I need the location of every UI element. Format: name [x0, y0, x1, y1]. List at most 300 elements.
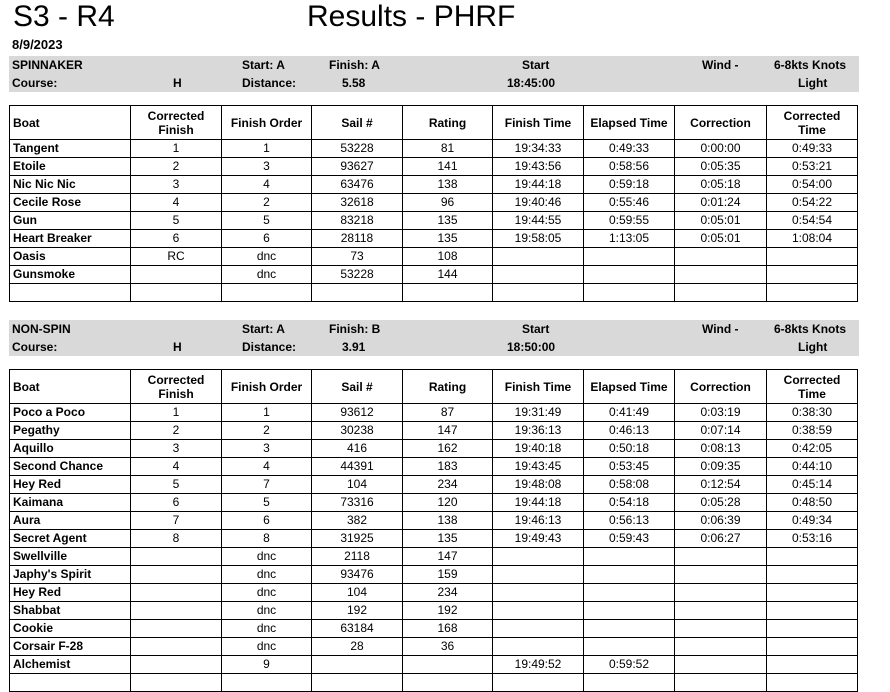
finish-time-cell [493, 638, 584, 656]
corrected-finish-cell [131, 566, 222, 584]
corrected-finish-cell [131, 584, 222, 602]
elapsed-time-cell: 0:55:46 [584, 194, 675, 212]
corrected-time-cell [767, 248, 858, 266]
wind-label: Wind - [702, 322, 739, 336]
sail-number-cell: 104 [312, 584, 403, 602]
finish-time-cell: 19:49:43 [493, 530, 584, 548]
table-row [10, 584, 858, 602]
table-row [10, 476, 858, 494]
col-header-corrected-time: Corrected Time [767, 370, 858, 404]
corrected-time-cell: 1:08:04 [767, 230, 858, 248]
boat-name-cell: Gunsmoke [10, 266, 131, 284]
corrected-time-cell: 0:45:14 [767, 476, 858, 494]
rating-cell: 135 [403, 212, 493, 230]
wind-value: 6-8kts Knots [774, 322, 847, 336]
correction-cell [675, 584, 767, 602]
corrected-time-cell: 0:38:59 [767, 422, 858, 440]
finish-time-cell [493, 566, 584, 584]
boat-name-cell: Swellville [10, 548, 131, 566]
correction-cell [675, 602, 767, 620]
elapsed-time-cell: 0:58:56 [584, 158, 675, 176]
boat-name-cell: Kaimana [10, 494, 131, 512]
finish-line-label: Finish: B [329, 322, 381, 336]
rating-cell [403, 284, 493, 302]
sail-number-cell: 83218 [312, 212, 403, 230]
start-time-label: Start [522, 322, 550, 336]
rating-cell: 162 [403, 440, 493, 458]
finish-time-cell: 19:34:33 [493, 140, 584, 158]
table-header-row [10, 370, 858, 404]
finish-order-cell: 2 [222, 422, 312, 440]
finish-line-label: Finish: A [329, 58, 380, 72]
spinnaker-info-band [9, 56, 859, 92]
correction-cell: 0:06:39 [675, 512, 767, 530]
corrected-finish-cell [131, 266, 222, 284]
col-header-boat: Boat [10, 370, 131, 404]
sail-number-cell: 73316 [312, 494, 403, 512]
sail-number-cell: 416 [312, 440, 403, 458]
boat-name-cell: Aquillo [10, 440, 131, 458]
rating-cell [403, 656, 493, 674]
corrected-finish-cell: 5 [131, 476, 222, 494]
correction-cell: 0:05:01 [675, 230, 767, 248]
boat-name-cell: Second Chance [10, 458, 131, 476]
corrected-time-cell: 0:53:16 [767, 530, 858, 548]
boat-name-cell: Hey Red [10, 584, 131, 602]
corrected-time-cell: 0:53:21 [767, 158, 858, 176]
finish-time-cell: 19:58:05 [493, 230, 584, 248]
elapsed-time-cell [584, 266, 675, 284]
distance-value: 5.58 [342, 76, 366, 90]
col-header-corrected-time: Corrected Time [767, 106, 858, 140]
corrected-finish-cell [131, 674, 222, 692]
table-row [10, 158, 858, 176]
corrected-finish-cell: 2 [131, 158, 222, 176]
elapsed-time-cell: 0:50:18 [584, 440, 675, 458]
elapsed-time-cell: 0:59:52 [584, 656, 675, 674]
corrected-finish-cell: 7 [131, 512, 222, 530]
corrected-finish-cell [131, 602, 222, 620]
corrected-time-cell: 0:42:05 [767, 440, 858, 458]
sail-number-cell: 63476 [312, 176, 403, 194]
elapsed-time-cell [584, 284, 675, 302]
finish-order-cell: dnc [222, 584, 312, 602]
table-row [10, 284, 858, 302]
table-row [10, 404, 858, 422]
col-header-corrected-finish: Corrected Finish [131, 370, 222, 404]
finish-order-cell: dnc [222, 638, 312, 656]
finish-order-cell: 5 [222, 494, 312, 512]
finish-order-cell: dnc [222, 566, 312, 584]
correction-cell [675, 638, 767, 656]
finish-order-cell: dnc [222, 620, 312, 638]
corrected-time-cell: 0:54:54 [767, 212, 858, 230]
corrected-time-cell: 0:49:34 [767, 512, 858, 530]
corrected-finish-cell: 4 [131, 194, 222, 212]
boat-name-cell: Tangent [10, 140, 131, 158]
corrected-time-cell [767, 620, 858, 638]
table-row [10, 566, 858, 584]
corrected-time-cell: 0:44:10 [767, 458, 858, 476]
non-spin-info-band [9, 320, 859, 356]
wind-value: 6-8kts Knots [774, 58, 847, 72]
finish-time-cell [493, 266, 584, 284]
corrected-finish-cell [131, 284, 222, 302]
corrected-finish-cell: 5 [131, 212, 222, 230]
rating-cell: 135 [403, 230, 493, 248]
table-row [10, 140, 858, 158]
finish-time-cell: 19:43:45 [493, 458, 584, 476]
col-header-corrected-finish: Corrected Finish [131, 106, 222, 140]
sail-number-cell: 104 [312, 476, 403, 494]
sail-number-cell: 44391 [312, 458, 403, 476]
elapsed-time-cell: 0:59:55 [584, 212, 675, 230]
correction-cell [675, 284, 767, 302]
col-header-rating: Rating [403, 106, 493, 140]
sail-number-cell: 382 [312, 512, 403, 530]
sail-number-cell: 93627 [312, 158, 403, 176]
correction-cell [675, 248, 767, 266]
course-value: H [173, 340, 182, 354]
finish-time-cell: 19:46:13 [493, 512, 584, 530]
elapsed-time-cell [584, 638, 675, 656]
rating-cell: 234 [403, 584, 493, 602]
elapsed-time-cell [584, 674, 675, 692]
finish-order-cell: 1 [222, 404, 312, 422]
corrected-finish-cell: 3 [131, 176, 222, 194]
page-title: Results - PHRF [307, 0, 516, 33]
finish-order-cell [222, 674, 312, 692]
finish-order-cell: 8 [222, 530, 312, 548]
rating-cell: 81 [403, 140, 493, 158]
finish-time-cell: 19:43:56 [493, 158, 584, 176]
finish-order-cell: 1 [222, 140, 312, 158]
correction-cell: 0:09:35 [675, 458, 767, 476]
elapsed-time-cell: 1:13:05 [584, 230, 675, 248]
table-row [10, 638, 858, 656]
sail-number-cell [312, 656, 403, 674]
non-spin-results-table [9, 369, 858, 692]
finish-time-cell: 19:40:46 [493, 194, 584, 212]
finish-order-cell: 4 [222, 458, 312, 476]
finish-order-cell: 3 [222, 158, 312, 176]
finish-time-cell: 19:48:08 [493, 476, 584, 494]
sail-number-cell [312, 284, 403, 302]
col-header-sail: Sail # [312, 370, 403, 404]
sail-number-cell [312, 674, 403, 692]
sail-number-cell: 93612 [312, 404, 403, 422]
finish-order-cell: 2 [222, 194, 312, 212]
corrected-time-cell: 0:54:00 [767, 176, 858, 194]
rating-cell: 138 [403, 512, 493, 530]
elapsed-time-cell: 0:53:45 [584, 458, 675, 476]
distance-value: 3.91 [342, 340, 366, 354]
finish-time-cell: 19:49:52 [493, 656, 584, 674]
corrected-finish-cell [131, 638, 222, 656]
finish-order-cell: 9 [222, 656, 312, 674]
corrected-time-cell [767, 266, 858, 284]
correction-cell [675, 620, 767, 638]
finish-order-cell: 6 [222, 230, 312, 248]
corrected-time-cell [767, 674, 858, 692]
correction-cell [675, 674, 767, 692]
race-date: 8/9/2023 [12, 37, 63, 52]
finish-order-cell: 6 [222, 512, 312, 530]
col-header-finish-time: Finish Time [493, 106, 584, 140]
start-line-label: Start: A [242, 322, 285, 336]
start-line-label: Start: A [242, 58, 285, 72]
elapsed-time-cell: 0:58:08 [584, 476, 675, 494]
elapsed-time-cell [584, 566, 675, 584]
finish-time-cell: 19:44:18 [493, 494, 584, 512]
sail-number-cell: 93476 [312, 566, 403, 584]
corrected-finish-cell: 6 [131, 230, 222, 248]
finish-order-cell: dnc [222, 266, 312, 284]
corrected-time-cell [767, 638, 858, 656]
finish-time-cell [493, 674, 584, 692]
table-row [10, 674, 858, 692]
finish-time-cell [493, 248, 584, 266]
corrected-finish-cell: 2 [131, 422, 222, 440]
corrected-time-cell: 0:54:22 [767, 194, 858, 212]
sail-number-cell: 53228 [312, 140, 403, 158]
table-row [10, 458, 858, 476]
corrected-finish-cell [131, 620, 222, 638]
sail-number-cell: 28 [312, 638, 403, 656]
boat-name-cell: Pegathy [10, 422, 131, 440]
boat-name-cell: Heart Breaker [10, 230, 131, 248]
correction-cell [675, 566, 767, 584]
finish-order-cell: 7 [222, 476, 312, 494]
table-row [10, 422, 858, 440]
finish-time-cell: 19:36:13 [493, 422, 584, 440]
boat-name-cell [10, 284, 131, 302]
corrected-finish-cell: 1 [131, 404, 222, 422]
boat-name-cell [10, 674, 131, 692]
table-row [10, 212, 858, 230]
finish-time-cell: 19:44:55 [493, 212, 584, 230]
elapsed-time-cell [584, 620, 675, 638]
col-header-boat: Boat [10, 106, 131, 140]
col-header-elapsed-time: Elapsed Time [584, 106, 675, 140]
rating-cell [403, 674, 493, 692]
col-header-rating: Rating [403, 370, 493, 404]
boat-name-cell: Cecile Rose [10, 194, 131, 212]
sail-number-cell: 31925 [312, 530, 403, 548]
correction-cell: 0:05:28 [675, 494, 767, 512]
correction-cell: 0:05:35 [675, 158, 767, 176]
col-header-finish-order: Finish Order [222, 106, 312, 140]
distance-label: Distance: [242, 340, 297, 354]
boat-name-cell: Secret Agent [10, 530, 131, 548]
wind-description: Light [798, 340, 828, 354]
elapsed-time-cell: 0:46:13 [584, 422, 675, 440]
boat-name-cell: Alchemist [10, 656, 131, 674]
sail-number-cell: 53228 [312, 266, 403, 284]
elapsed-time-cell: 0:41:49 [584, 404, 675, 422]
rating-cell: 192 [403, 602, 493, 620]
corrected-time-cell [767, 548, 858, 566]
finish-order-cell: 3 [222, 440, 312, 458]
col-header-elapsed-time: Elapsed Time [584, 370, 675, 404]
col-header-correction: Correction [675, 106, 767, 140]
table-row [10, 656, 858, 674]
table-row [10, 194, 858, 212]
correction-cell: 0:08:13 [675, 440, 767, 458]
sail-number-cell: 63184 [312, 620, 403, 638]
finish-order-cell: dnc [222, 548, 312, 566]
boat-name-cell: Poco a Poco [10, 404, 131, 422]
rating-cell: 159 [403, 566, 493, 584]
course-label: Course: [12, 340, 58, 354]
corrected-time-cell [767, 566, 858, 584]
rating-cell: 144 [403, 266, 493, 284]
table-row [10, 548, 858, 566]
rating-cell: 168 [403, 620, 493, 638]
rating-cell: 108 [403, 248, 493, 266]
correction-cell: 0:00:00 [675, 140, 767, 158]
col-header-correction: Correction [675, 370, 767, 404]
finish-order-cell: dnc [222, 248, 312, 266]
elapsed-time-cell [584, 548, 675, 566]
rating-cell: 141 [403, 158, 493, 176]
correction-cell: 0:12:54 [675, 476, 767, 494]
elapsed-time-cell [584, 602, 675, 620]
correction-cell: 0:03:19 [675, 404, 767, 422]
sail-number-cell: 73 [312, 248, 403, 266]
boat-name-cell: Etoile [10, 158, 131, 176]
corrected-time-cell: 0:48:50 [767, 494, 858, 512]
corrected-time-cell [767, 284, 858, 302]
boat-name-cell: Shabbat [10, 602, 131, 620]
corrected-finish-cell [131, 656, 222, 674]
rating-cell: 36 [403, 638, 493, 656]
correction-cell [675, 656, 767, 674]
table-row [10, 230, 858, 248]
finish-time-cell [493, 620, 584, 638]
boat-name-cell: Japhy's Spirit [10, 566, 131, 584]
table-header-row [10, 106, 858, 140]
table-row [10, 176, 858, 194]
elapsed-time-cell: 0:59:43 [584, 530, 675, 548]
col-header-finish-order: Finish Order [222, 370, 312, 404]
corrected-finish-cell: RC [131, 248, 222, 266]
col-header-sail: Sail # [312, 106, 403, 140]
boat-name-cell: Gun [10, 212, 131, 230]
rating-cell: 138 [403, 176, 493, 194]
rating-cell: 87 [403, 404, 493, 422]
table-row [10, 620, 858, 638]
sail-number-cell: 2118 [312, 548, 403, 566]
corrected-finish-cell: 4 [131, 458, 222, 476]
sail-number-cell: 192 [312, 602, 403, 620]
boat-name-cell: Oasis [10, 248, 131, 266]
rating-cell: 135 [403, 530, 493, 548]
elapsed-time-cell [584, 248, 675, 266]
corrected-time-cell [767, 656, 858, 674]
finish-time-cell [493, 602, 584, 620]
boat-name-cell: Cookie [10, 620, 131, 638]
boat-name-cell: Aura [10, 512, 131, 530]
correction-cell [675, 266, 767, 284]
table-row [10, 248, 858, 266]
finish-time-cell: 19:44:18 [493, 176, 584, 194]
start-time-value: 18:45:00 [507, 76, 556, 90]
elapsed-time-cell: 0:54:18 [584, 494, 675, 512]
finish-order-cell [222, 284, 312, 302]
corrected-time-cell [767, 602, 858, 620]
finish-order-cell: dnc [222, 602, 312, 620]
wind-description: Light [798, 76, 828, 90]
correction-cell: 0:05:18 [675, 176, 767, 194]
correction-cell: 0:07:14 [675, 422, 767, 440]
corrected-time-cell [767, 584, 858, 602]
corrected-finish-cell [131, 548, 222, 566]
class-name: SPINNAKER [12, 58, 83, 72]
rating-cell: 147 [403, 548, 493, 566]
corrected-finish-cell: 3 [131, 440, 222, 458]
boat-name-cell: Nic Nic Nic [10, 176, 131, 194]
corrected-finish-cell: 1 [131, 140, 222, 158]
finish-time-cell: 19:31:49 [493, 404, 584, 422]
boat-name-cell: Corsair F-28 [10, 638, 131, 656]
corrected-finish-cell: 6 [131, 494, 222, 512]
series-race-label: S3 - R4 [13, 0, 115, 33]
elapsed-time-cell: 0:59:18 [584, 176, 675, 194]
boat-name-cell: Hey Red [10, 476, 131, 494]
course-value: H [173, 76, 182, 90]
elapsed-time-cell: 0:49:33 [584, 140, 675, 158]
col-header-finish-time: Finish Time [493, 370, 584, 404]
sail-number-cell: 28118 [312, 230, 403, 248]
corrected-time-cell: 0:38:30 [767, 404, 858, 422]
correction-cell: 0:05:01 [675, 212, 767, 230]
finish-order-cell: 5 [222, 212, 312, 230]
rating-cell: 147 [403, 422, 493, 440]
finish-time-cell [493, 284, 584, 302]
rating-cell: 120 [403, 494, 493, 512]
correction-cell: 0:06:27 [675, 530, 767, 548]
finish-time-cell: 19:40:18 [493, 440, 584, 458]
start-time-value: 18:50:00 [507, 340, 556, 354]
distance-label: Distance: [242, 76, 297, 90]
rating-cell: 96 [403, 194, 493, 212]
class-name: NON-SPIN [12, 322, 71, 336]
corrected-finish-cell: 8 [131, 530, 222, 548]
sail-number-cell: 30238 [312, 422, 403, 440]
start-time-label: Start [522, 58, 550, 72]
finish-time-cell [493, 548, 584, 566]
wind-label: Wind - [702, 58, 739, 72]
table-row [10, 602, 858, 620]
spinnaker-results-table [9, 105, 858, 302]
correction-cell [675, 548, 767, 566]
sail-number-cell: 32618 [312, 194, 403, 212]
table-row [10, 530, 858, 548]
table-row [10, 266, 858, 284]
elapsed-time-cell [584, 584, 675, 602]
table-row [10, 440, 858, 458]
course-label: Course: [12, 76, 58, 90]
table-row [10, 512, 858, 530]
rating-cell: 183 [403, 458, 493, 476]
elapsed-time-cell: 0:56:13 [584, 512, 675, 530]
correction-cell: 0:01:24 [675, 194, 767, 212]
rating-cell: 234 [403, 476, 493, 494]
finish-time-cell [493, 584, 584, 602]
table-row [10, 494, 858, 512]
finish-order-cell: 4 [222, 176, 312, 194]
